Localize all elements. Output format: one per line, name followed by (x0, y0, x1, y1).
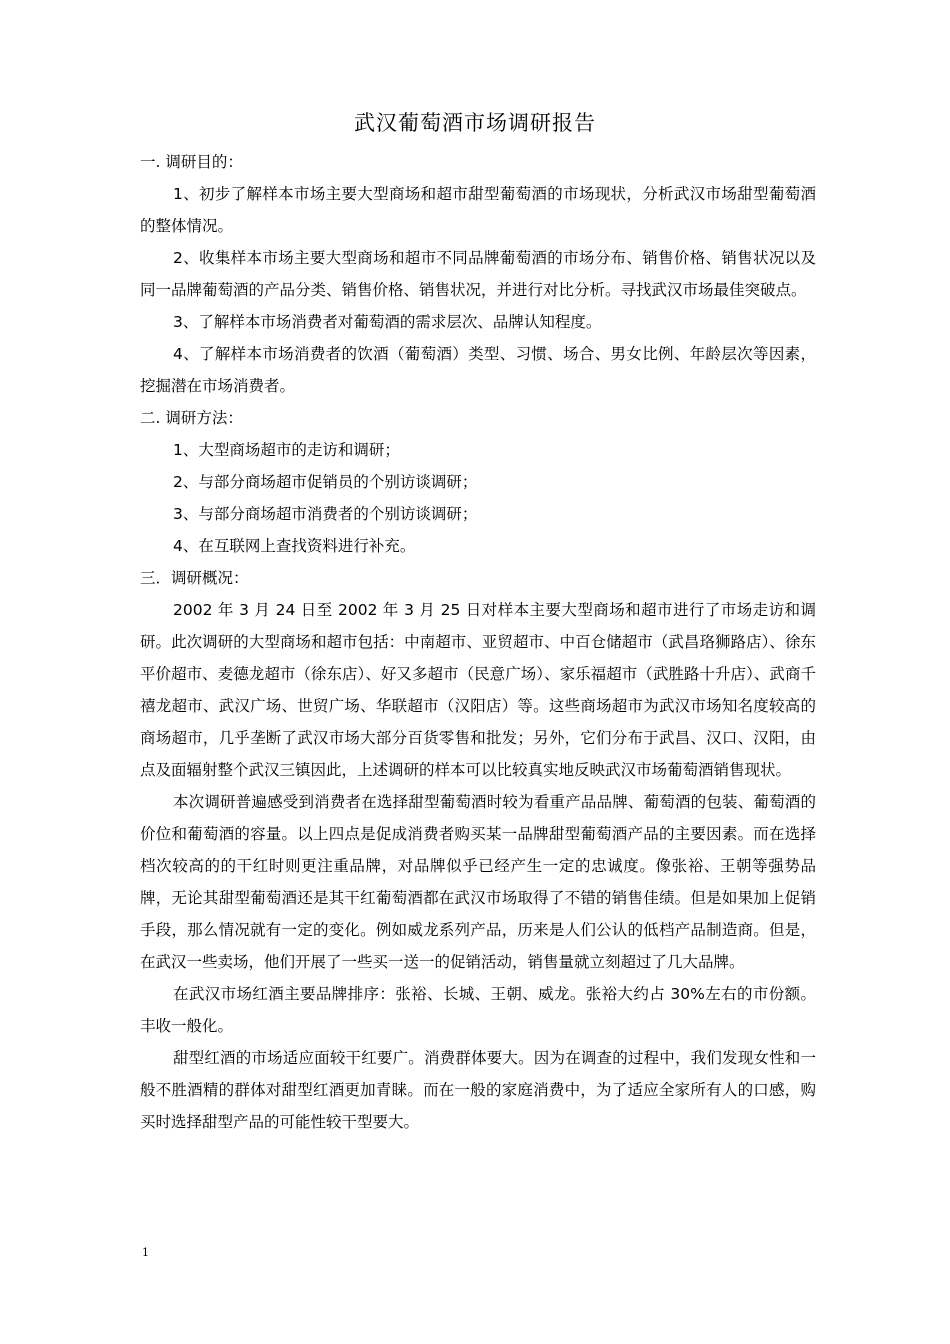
list-item: 3、与部分商场超市消费者的个别访谈调研； (173, 505, 478, 523)
document-title: 武汉葡萄酒市场调研报告 (354, 111, 596, 135)
paragraph: 甜型红酒的市场适应面较干红要广。消费群体要大。因为在调查的过程中，我们发现女性和一般不胜酒精的群体对甜型红酒更加青睐。而在一般的家庭消费中，为了适应全家所有人的口感，购买时选择甜型产品的可能性较干型要大。 (140, 1049, 816, 1131)
paragraph: 2002 年 3 月 24 日至 2002 年 3 月 25 日对样本主要大型商场和超市进行了市场走访和调研。此次调研的大型商场和超市包括：中南超市、亚贸超市、中百仓储超市（武昌珞狮路店）、徐东平价超市、麦德龙超市（徐东店）、好又多超市（民意广场）、家乐福超市（武胜路十升店）、武商千禧龙超市、武汉广场、世贸广场、华联超市（汉阳店）等。这些商场超市为武汉市场知名度较高的商场超市，几乎垄断了武汉市场大部分百货零售和批发；另外，它们分布于武昌、汉口、汉阳，由点及面辐射整个武汉三镇因此，上述调研的样本可以比较真实地反映武汉市场葡萄酒销售现状。 (140, 601, 816, 779)
paragraph: 1、初步了解样本市场主要大型商场和超市甜型葡萄酒的市场现状，分析武汉市场甜型葡萄酒的整体情况。 (140, 185, 816, 235)
section-heading-method: 二. 调研方法： (140, 409, 243, 427)
paragraph: 在武汉市场红酒主要品牌排序：张裕、长城、王朝、威龙。张裕大约占 30%左右的市份额。丰收一般化。 (140, 985, 816, 1035)
paragraph: 4、了解样本市场消费者的饮酒（葡萄酒）类型、习惯、场合、男女比例、年龄层次等因素，挖掘潜在市场消费者。 (140, 345, 816, 395)
document-body (140, 146, 816, 1138)
paragraph: 2、收集样本市场主要大型商场和超市不同品牌葡萄酒的市场分布、销售价格、销售状况以及同一品牌葡萄酒的产品分类、销售价格、销售状况，并进行对比分析。寻找武汉市场最佳突破点。 (140, 249, 816, 299)
paragraph: 3、了解样本市场消费者对葡萄酒的需求层次、品牌认知程度。 (173, 313, 602, 331)
page-number: 1 (142, 1246, 149, 1259)
section-heading-overview: 三．调研概况： (140, 569, 249, 587)
list-item: 1、大型商场超市的走访和调研； (173, 441, 400, 459)
paragraph: 本次调研普遍感受到消费者在选择甜型葡萄酒时较为看重产品品牌、葡萄酒的包装、葡萄酒的价位和葡萄酒的容量。以上四点是促成消费者购买某一品牌甜型葡萄酒产品的主要因素。而在选择档次较高的的干红时则更注重品牌，对品牌似乎已经产生一定的忠诚度。像张裕、王朝等强势品牌，无论其甜型葡萄酒还是其干红葡萄酒都在武汉市场取得了不错的销售佳绩。但是如果加上促销手段，那么情况就有一定的变化。例如威龙系列产品，历来是人们公认的低档产品制造商。但是，在武汉一些卖场，他们开展了一些买一送一的促销活动，销售量就立刻超过了几大品牌。 (140, 793, 816, 971)
list-item: 2、与部分商场超市促销员的个别访谈调研； (173, 473, 478, 491)
list-item: 4、在互联网上查找资料进行补充。 (173, 537, 416, 555)
section-heading-purpose: 一. 调研目的： (140, 153, 243, 171)
